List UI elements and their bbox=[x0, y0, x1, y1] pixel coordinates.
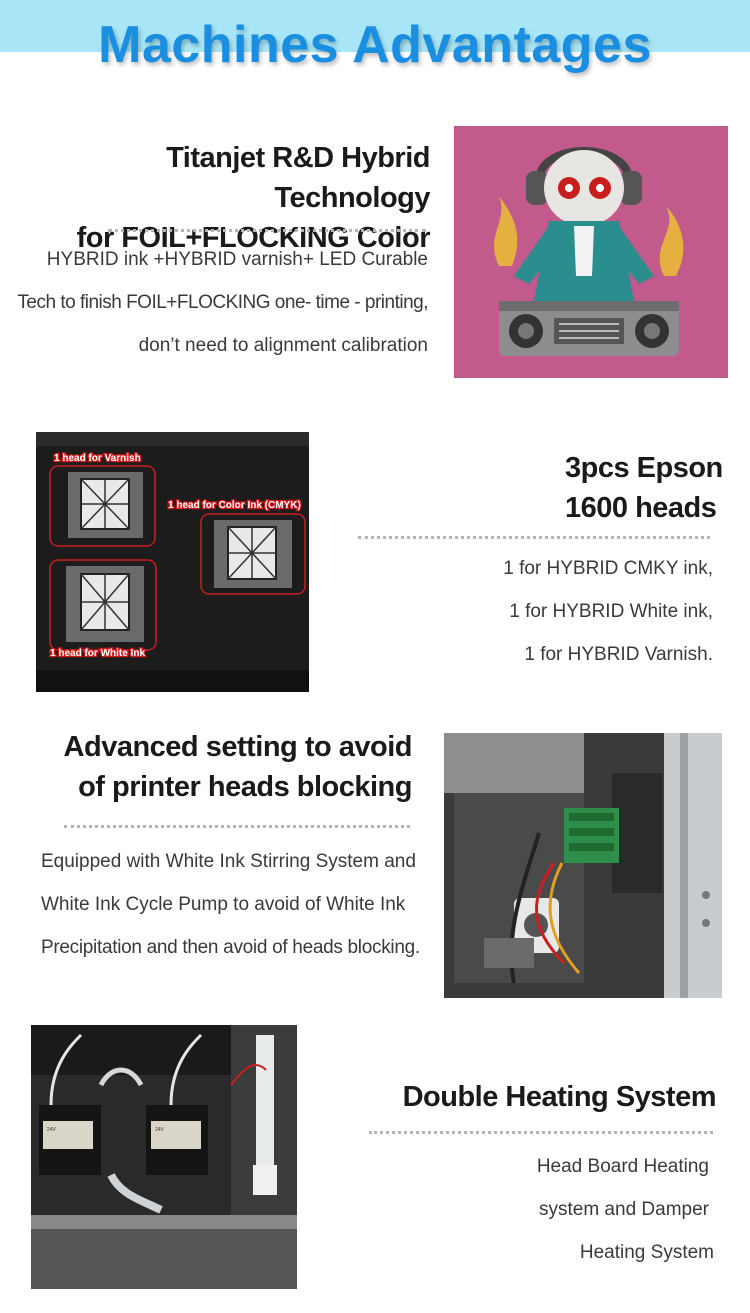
section-1-divider bbox=[108, 229, 426, 232]
section-3-body-line-2: White Ink Cycle Pump to avoid of White Ink bbox=[41, 894, 406, 915]
section-4-body bbox=[420, 1145, 714, 1274]
print-heads-photo bbox=[36, 432, 309, 692]
white-head-label: 1 head for White Ink bbox=[50, 648, 146, 659]
tshirt-print-photo bbox=[454, 126, 728, 378]
section-4-heading-line-1: Double Heating System bbox=[402, 1081, 716, 1113]
section-2-body-line-1: 1 for HYBRID CMKY ink, bbox=[503, 558, 713, 579]
section-3-body-line-3: Precipitation and then avoid of heads blocking. bbox=[41, 937, 420, 958]
section-1-heading-line-2: for FOIL+FLOCKING Color bbox=[76, 222, 430, 254]
section-1-body-line-3: don’t need to alignment calibration bbox=[138, 335, 428, 356]
page-title: Machines Advantages bbox=[98, 16, 652, 74]
section-2-body bbox=[330, 547, 713, 676]
section-2-body-line-3: 1 for HYBRID Varnish. bbox=[524, 644, 713, 665]
section-1-body-line-2: Tech to finish FOIL+FLOCKING one- time - printing, bbox=[17, 292, 428, 313]
section-4-divider bbox=[369, 1131, 713, 1134]
section-1-heading-line-1: Titanjet R&D Hybrid Technology bbox=[166, 142, 430, 214]
varnish-head-label: 1 head for Varnish bbox=[54, 453, 141, 464]
cmyk-head-label: 1 head for Color Ink (CMYK) bbox=[168, 500, 301, 511]
section-2-heading-line-1: 3pcs Epson bbox=[565, 452, 723, 484]
damper-label-2: 24V bbox=[155, 1127, 164, 1133]
section-1-body-line-1: HYBRID ink +HYBRID varnish+ LED Curable bbox=[46, 249, 428, 270]
section-3-heading-line-2: of printer heads blocking bbox=[78, 771, 412, 803]
section-3-divider bbox=[64, 825, 410, 828]
heating-system-photo bbox=[31, 1025, 297, 1289]
section-1-body bbox=[10, 238, 428, 367]
section-3-body-line-1: Equipped with White Ink Stirring System and bbox=[41, 851, 416, 872]
section-4-body-line-1: Head Board Heating bbox=[536, 1156, 709, 1177]
section-4-heading bbox=[360, 1077, 716, 1117]
section-3-body bbox=[41, 840, 431, 969]
damper-label-1: 24V bbox=[47, 1127, 56, 1133]
section-3-heading bbox=[20, 727, 412, 807]
section-3-heading-line-1: Advanced setting to avoid bbox=[63, 731, 412, 763]
section-2-divider bbox=[358, 536, 710, 539]
section-2-body-line-2: 1 for HYBRID White ink, bbox=[509, 601, 713, 622]
section-2-heading-line-2: 1600 heads bbox=[565, 492, 717, 524]
section-4-body-line-3: Heating System bbox=[579, 1242, 714, 1263]
section-4-body-line-2: system and Damper bbox=[538, 1199, 709, 1220]
section-2-heading bbox=[565, 448, 745, 528]
stirring-system-photo bbox=[444, 733, 722, 998]
